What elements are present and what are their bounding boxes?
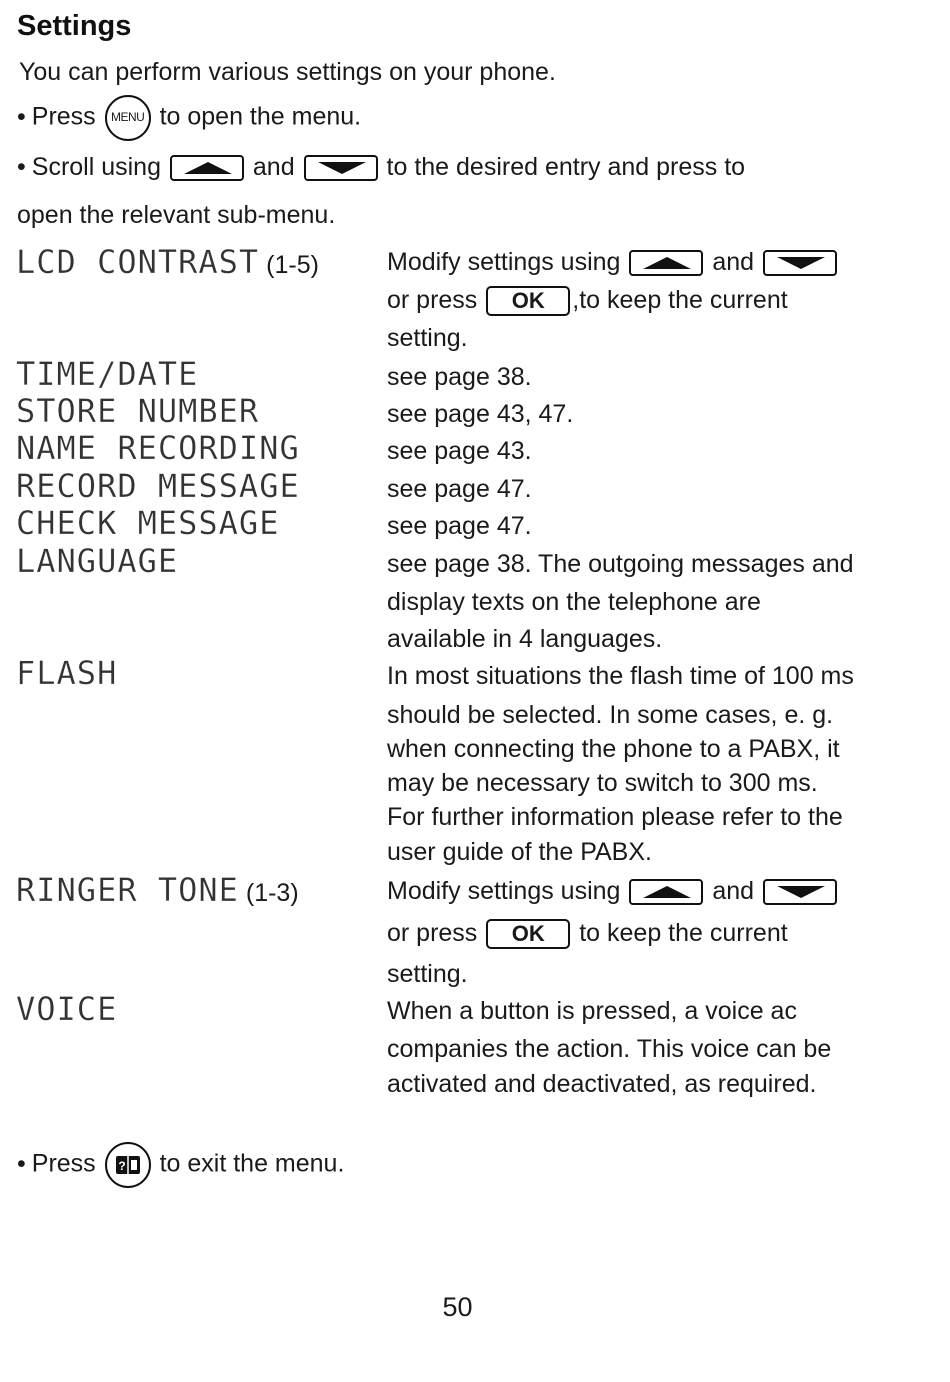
- entry-label-check-message: CHECK MESSAGE: [16, 504, 280, 542]
- bullet-scroll: • Scroll using and to the desired entry and press to: [17, 153, 746, 181]
- entry-label-lcd-contrast: LCD CONTRAST (1-5): [16, 243, 319, 281]
- entry-desc-name-recording: see page 43.: [387, 437, 532, 465]
- entry-label-time-date: TIME/DATE: [16, 355, 199, 393]
- entry-desc-ringer-tone-line1: Modify settings using and: [387, 877, 839, 906]
- bullet-scroll-continued: open the relevant sub-menu.: [17, 201, 336, 229]
- entry-desc-check-message: see page 47.: [387, 512, 532, 540]
- down-arrow-key-icon: [304, 155, 378, 181]
- entry-desc-language-line1: see page 38. The outgoing messages and: [387, 550, 854, 578]
- entry-label-store-number: STORE NUMBER: [16, 392, 260, 430]
- intro-text: You can perform various settings on your phone.: [19, 58, 556, 86]
- up-arrow-key-icon: [629, 879, 703, 905]
- entry-desc-voice-line2: companies the action. This voice can be: [387, 1035, 832, 1063]
- bullet-open-menu: • Press MENU to open the menu.: [17, 95, 361, 141]
- down-arrow-key-icon: [763, 879, 837, 905]
- up-arrow-key-icon: [629, 250, 703, 276]
- ok-key-icon: OK: [486, 286, 570, 316]
- entry-desc-ringer-tone-line3: setting.: [387, 960, 468, 988]
- entry-desc-flash-line2: should be selected. In some cases, e. g.: [387, 701, 834, 729]
- entry-label-record-message: RECORD MESSAGE: [16, 467, 300, 505]
- entry-desc-flash-line5: For further information please refer to the: [387, 803, 843, 831]
- entry-desc-record-message: see page 47.: [387, 475, 532, 503]
- page-number: 50: [442, 1292, 473, 1322]
- entry-desc-time-date: see page 38.: [387, 363, 532, 391]
- entry-desc-store-number: see page 43, 47.: [387, 400, 574, 428]
- entry-label-language: LANGUAGE: [16, 542, 179, 580]
- entry-label-flash: FLASH: [16, 654, 118, 692]
- entry-desc-flash-line3: when connecting the phone to a PABX, it: [387, 735, 840, 763]
- entry-desc-lcd-contrast-line1: Modify settings using and: [387, 248, 839, 277]
- entry-label-ringer-tone: RINGER TONE (1-3): [16, 871, 299, 909]
- svg-text:?: ?: [117, 1159, 126, 1173]
- entry-desc-voice-line3: activated and deactivated, as required.: [387, 1070, 817, 1098]
- entry-desc-flash-line6: user guide of the PABX.: [387, 838, 652, 866]
- entry-desc-lcd-contrast-line3: setting.: [387, 324, 468, 352]
- page-title: Settings: [17, 10, 132, 42]
- entry-desc-language-line2: display texts on the telephone are: [387, 588, 761, 616]
- menu-key-icon: MENU: [105, 95, 151, 141]
- up-arrow-key-icon: [170, 155, 244, 181]
- entry-label-voice: VOICE: [16, 990, 118, 1028]
- entry-desc-flash-line4: may be necessary to switch to 300 ms.: [387, 769, 818, 797]
- entry-desc-ringer-tone-line2: or press OK to keep the current: [387, 919, 788, 949]
- entry-desc-flash-line1: In most situations the flash time of 100 ms: [387, 662, 854, 690]
- entry-desc-voice-line1: When a button is pressed, a voice ac: [387, 997, 797, 1025]
- ok-key-icon: OK: [486, 919, 570, 949]
- entry-desc-lcd-contrast-line2: or press OK ,to keep the current: [387, 286, 788, 316]
- entry-desc-language-line3: available in 4 languages.: [387, 625, 663, 653]
- bullet-exit-menu: • Press ? to exit the menu.: [17, 1142, 344, 1188]
- entry-label-name-recording: NAME RECORDING: [16, 429, 300, 467]
- down-arrow-key-icon: [763, 250, 837, 276]
- phonebook-key-icon: [105, 1142, 151, 1188]
